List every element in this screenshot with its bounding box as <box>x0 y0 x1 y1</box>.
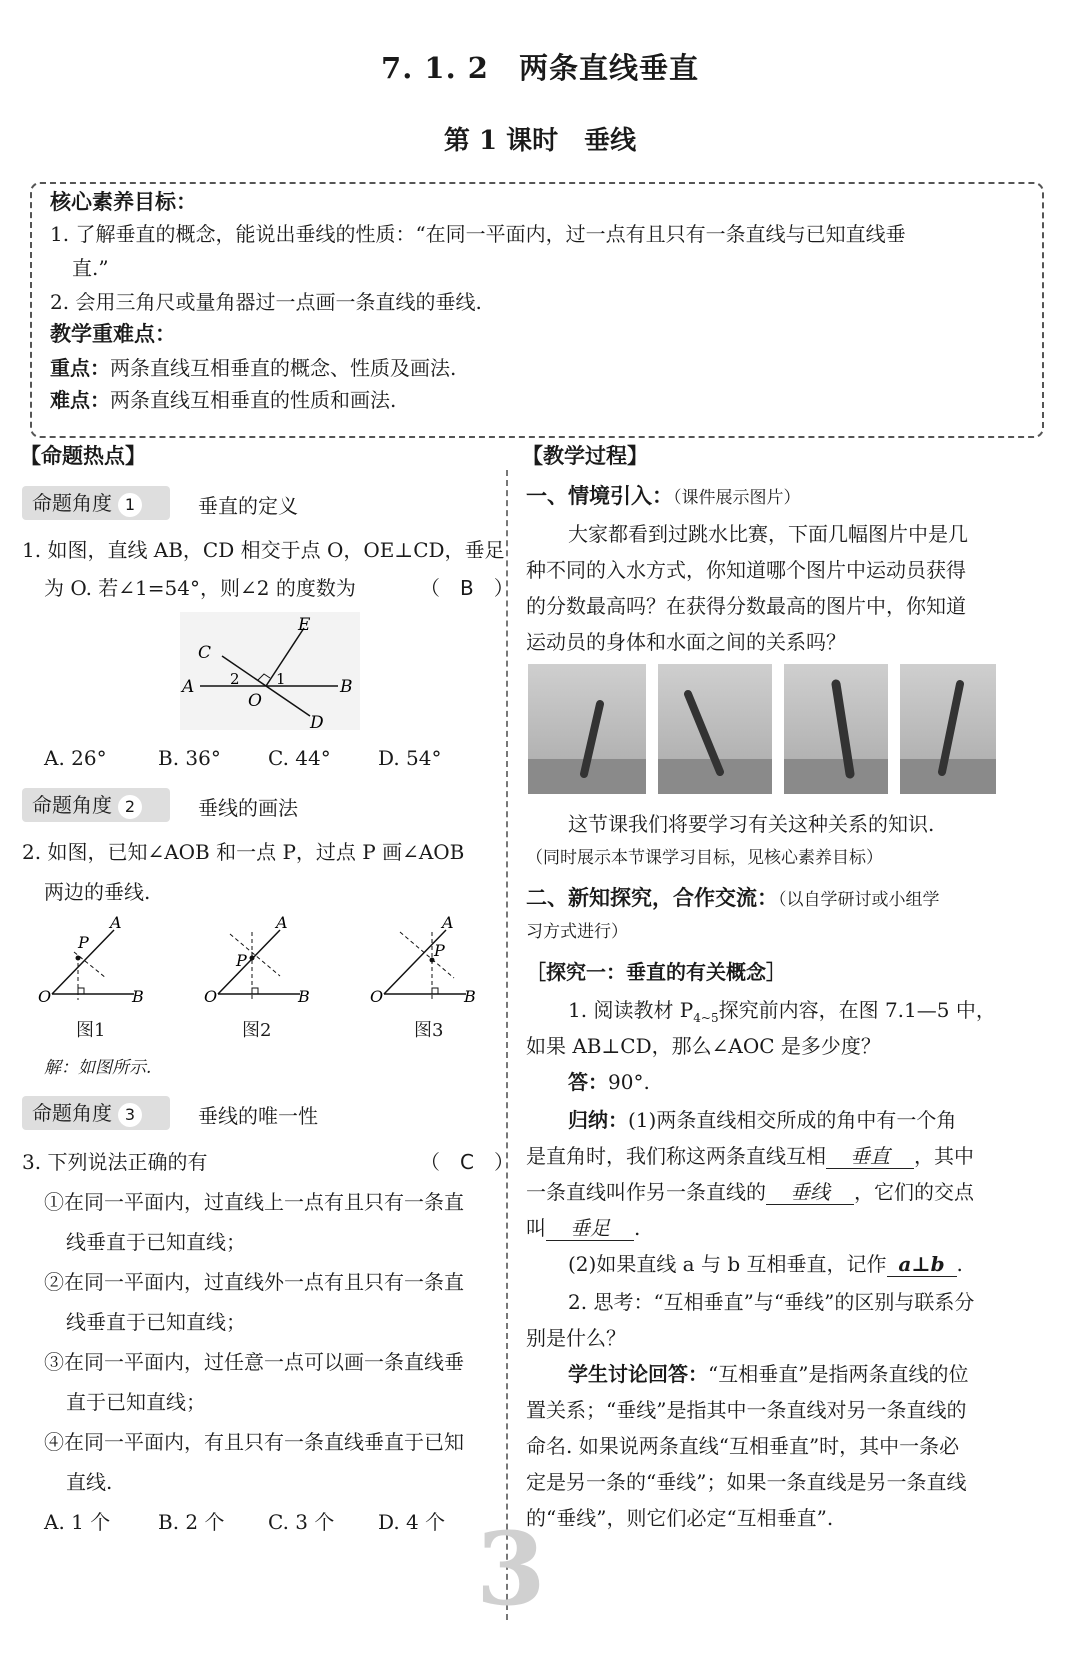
topic-badge-2 <box>22 788 170 822</box>
q3-option-c: C. 3 个 <box>268 1510 335 1534</box>
diving-photo-4 <box>900 664 996 794</box>
q1-option-c: C. 44° <box>268 746 331 770</box>
label-b: B <box>298 987 310 1006</box>
discussion-line-2: 置关系；“垂线”是指其中一条直线对另一条直线的 <box>526 1398 967 1422</box>
page-title: 7. 1. 2 两条直线垂直 <box>381 51 699 85</box>
diving-photo-1 <box>528 664 646 794</box>
summary-text: (2)如果直线 a 与 b 互相垂直，记作 <box>568 1252 887 1276</box>
diver-image <box>528 664 646 794</box>
label-c: C <box>198 643 212 663</box>
summary-label: 归纳： <box>568 1108 628 1132</box>
think-line-1: 2. 思考：“互相垂直”与“垂线”的区别与联系分 <box>568 1290 975 1314</box>
summary-line-5 <box>568 1252 963 1277</box>
hard-point <box>50 388 396 412</box>
blank-notation: a⊥b <box>887 1252 957 1277</box>
topic-label: 命题角度 <box>32 1101 112 1125</box>
column-divider <box>506 470 508 1620</box>
right-section-header: 【教学过程】 <box>522 444 648 468</box>
topic-name-1: 垂直的定义 <box>198 494 298 518</box>
para-text: 1. 阅读教材 P <box>568 998 694 1022</box>
section-1-heading <box>526 484 801 509</box>
q3-option-b: B. 2 个 <box>158 1510 225 1534</box>
summary-text-cont: ，它们的交点 <box>854 1180 974 1204</box>
page-number: 3 <box>476 1510 546 1628</box>
statement-4: ④在同一平面内，有且只有一条直线垂直于已知 <box>44 1430 464 1454</box>
blank-perpendicular-line: 垂线 <box>766 1180 854 1205</box>
lesson-subtitle: 第 1 课时 垂线 <box>443 126 637 156</box>
intro-note: （同时展示本节课学习目标，见核心素养目标） <box>526 848 883 868</box>
question-2-line2: 两边的垂线. <box>44 880 151 904</box>
label-p: P <box>78 933 89 952</box>
key-point <box>50 356 456 380</box>
section-1-note: （课件展示图片） <box>673 488 801 508</box>
ray-oa <box>384 930 446 994</box>
goal-item-1-cont: 直.” <box>72 256 109 280</box>
topic-number: 3 <box>118 1103 142 1127</box>
q1-option-d: D. 54° <box>378 746 442 770</box>
left-section-header: 【命题热点】 <box>20 444 146 468</box>
label-b: B <box>464 987 476 1006</box>
summary-line-1 <box>568 1108 956 1132</box>
water <box>900 759 996 794</box>
label-o: O <box>370 987 384 1006</box>
statement-1-cont: 线垂直于已知直线； <box>66 1230 246 1254</box>
summary-text-cont: . <box>634 1216 641 1240</box>
q1-option-a: A. 26° <box>44 746 107 770</box>
key-label: 重点： <box>50 356 110 380</box>
goal-item-1: 1. 了解垂直的概念，能说出垂线的性质：“在同一平面内，过一点有且只有一条直线与已知直线垂 <box>50 222 906 246</box>
angle-1-label: 1 <box>276 670 286 688</box>
q3-option-a: A. 1 个 <box>44 1510 111 1534</box>
think-line-2: 别是什么？ <box>526 1326 626 1350</box>
figure-background <box>180 612 360 730</box>
diver-body <box>942 684 960 772</box>
statement-2-cont: 线垂直于已知直线； <box>66 1310 246 1334</box>
question-3-stem: 3. 下列说法正确的有 <box>22 1150 208 1174</box>
label-o: O <box>204 987 218 1006</box>
difficulty-heading: 教学重难点： <box>50 322 176 346</box>
diving-photo-2 <box>658 664 772 794</box>
topic-label: 命题角度 <box>32 793 112 817</box>
key-text: 两条直线互相垂直的概念、性质及画法. <box>110 356 457 380</box>
label-p: P <box>434 941 445 960</box>
goal-item-2: 2. 会用三角尺或量角器过一点画一条直线的垂线. <box>50 290 482 314</box>
summary-text-cont: ，其中 <box>914 1144 974 1168</box>
label-p: P <box>236 951 247 970</box>
summary-line-2 <box>526 1144 974 1169</box>
hard-text: 两条直线互相垂直的性质和画法. <box>110 388 397 412</box>
question-1-line1: 1. 如图，直线 AB，CD 相交于点 O，OE⊥CD，垂足 <box>22 538 505 562</box>
topic-badge-3 <box>22 1096 170 1130</box>
topic-name-2: 垂线的画法 <box>198 796 298 820</box>
question-1-answer: （ B ） <box>420 576 514 600</box>
discussion-line-5: 的“垂线”，则它们必定“互相垂直”. <box>526 1506 834 1530</box>
page-range: 4~5 <box>693 1011 719 1025</box>
topic-name-3: 垂线的唯一性 <box>198 1104 318 1128</box>
diver-image <box>658 664 772 794</box>
statement-4-cont: 直线. <box>66 1470 113 1494</box>
discussion-line-1 <box>568 1362 968 1386</box>
answer-label: 答： <box>568 1070 608 1094</box>
intro-para-4: 运动员的身体和水面之间的关系吗？ <box>526 630 846 654</box>
water <box>784 759 888 794</box>
explore-1-heading: ［探究一：垂直的有关概念］ <box>526 960 786 984</box>
summary-line-4 <box>526 1216 640 1241</box>
discussion-label: 学生讨论回答： <box>568 1362 708 1386</box>
summary-text: 一条直线叫作另一条直线的 <box>526 1180 766 1204</box>
hard-label: 难点： <box>50 388 110 412</box>
intro-para-3: 的分数最高吗？在获得分数最高的图片中，你知道 <box>526 594 966 618</box>
angle-2-label: 2 <box>230 670 240 688</box>
label-b: B <box>340 677 353 697</box>
blank-foot: 垂足 <box>546 1216 634 1241</box>
right-angle-mark <box>432 988 438 994</box>
answer-line <box>568 1070 650 1094</box>
label-o: O <box>248 691 262 711</box>
section-2-note: （以自学研讨或小组学 <box>778 890 940 910</box>
question-3-answer: （ C ） <box>420 1150 514 1174</box>
intro-para-1: 大家都看到过跳水比赛，下面几幅图片中是几 <box>568 522 968 546</box>
summary-text: 是直角时，我们称这两条直线互相 <box>526 1144 826 1168</box>
ray-oa <box>218 930 280 994</box>
statement-1: ①在同一平面内，过直线上一点有且只有一条直 <box>44 1190 464 1214</box>
answer-value: 90°. <box>608 1070 650 1094</box>
section-2-title: 二、新知探究，合作交流： <box>526 886 778 910</box>
q3-option-d: D. 4 个 <box>378 1510 446 1534</box>
summary-line-3 <box>526 1180 974 1205</box>
right-angle-mark <box>252 988 258 994</box>
angle-figure-2 <box>200 912 320 1012</box>
topic-number: 1 <box>118 493 142 517</box>
point-p <box>250 956 255 961</box>
goals-heading: 核心素养目标： <box>50 190 197 214</box>
label-a: A <box>276 913 288 932</box>
topic-number: 2 <box>118 795 142 819</box>
label-d: D <box>310 713 324 730</box>
perp-to-oa <box>400 932 454 978</box>
label-a: A <box>442 913 454 932</box>
label-a: A <box>182 677 195 697</box>
intro-conclusion: 这节课我们将要学习有关这种关系的知识. <box>568 812 935 836</box>
section-2-note-cont: 习方式进行） <box>526 922 628 942</box>
intro-para-2: 种不同的入水方式，你知道哪个图片中运动员获得 <box>526 558 966 582</box>
q1-option-b: B. 36° <box>158 746 221 770</box>
blank-perpendicular: 垂直 <box>826 1144 914 1169</box>
caption-fig1: 图1 <box>76 1020 106 1041</box>
caption-fig2: 图2 <box>242 1020 272 1041</box>
topic-label: 命题角度 <box>32 491 112 515</box>
topic-badge-1 <box>22 486 170 520</box>
caption-fig3: 图3 <box>414 1020 444 1041</box>
discussion-line-3: 命名. 如果说两条直线“互相垂直”时，其中一条必 <box>526 1434 960 1458</box>
label-a: A <box>110 913 122 932</box>
summary-text-cont: . <box>956 1252 963 1276</box>
diving-photo-3 <box>784 664 888 794</box>
diver-image <box>900 664 996 794</box>
explore-1-para-1 <box>568 998 996 1025</box>
para-text-cont: 探究前内容，在图 7.1—5 中， <box>718 998 996 1022</box>
point-p <box>76 956 81 961</box>
explore-1-para-2: 如果 AB⊥CD，那么∠AOC 是多少度？ <box>526 1034 881 1058</box>
question-2-solution: 解：如图所示. <box>44 1058 152 1078</box>
section-1-title: 一、情境引入： <box>526 484 673 508</box>
section-2-heading <box>526 886 940 911</box>
angle-figure-3 <box>366 912 486 1012</box>
question-2-line1: 2. 如图，已知∠AOB 和一点 P，过点 P 画∠AOB <box>22 840 465 864</box>
statement-3: ③在同一平面内，过任意一点可以画一条直线垂 <box>44 1350 464 1374</box>
statement-3-cont: 直于已知直线； <box>66 1390 206 1414</box>
summary-text: (1)两条直线相交所成的角中有一个角 <box>628 1108 957 1132</box>
label-b: B <box>132 987 144 1006</box>
discussion-text: “互相垂直”是指两条直线的位 <box>708 1362 969 1386</box>
discussion-line-4: 定是另一条的“垂线”；如果一条直线是另一条直线 <box>526 1470 967 1494</box>
question-1-line2: 为 O. 若∠1=54°，则∠2 的度数为 <box>44 576 356 600</box>
diver-image <box>784 664 888 794</box>
label-e: E <box>298 615 311 635</box>
summary-text: 叫 <box>526 1216 546 1240</box>
statement-2: ②在同一平面内，过直线外一点有且只有一条直 <box>44 1270 464 1294</box>
question-1-figure <box>180 612 360 730</box>
label-o: O <box>38 987 52 1006</box>
right-angle-mark <box>78 988 84 994</box>
angle-figure-1 <box>34 912 154 1012</box>
